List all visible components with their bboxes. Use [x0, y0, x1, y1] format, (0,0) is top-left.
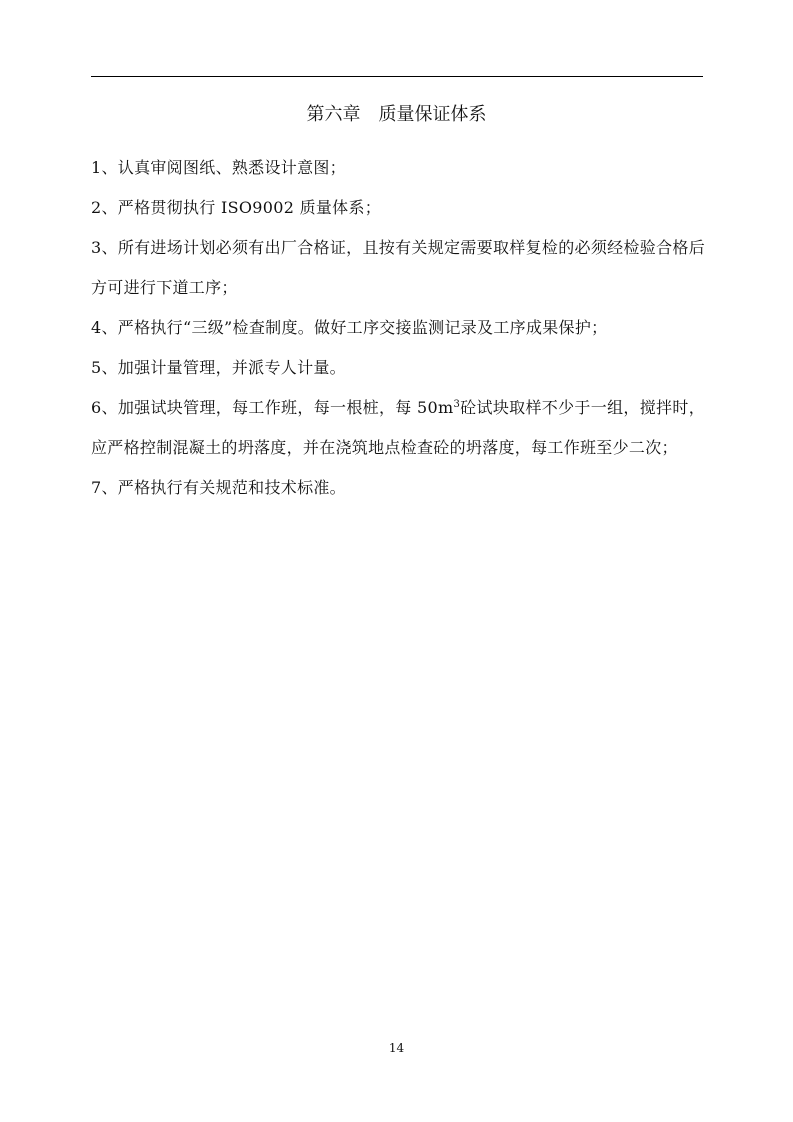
- item-text: 认真审阅图纸、熟悉设计意图；: [117, 158, 346, 177]
- item-number: 2、: [91, 198, 118, 217]
- item-text: 严格执行有关规范和技术标准。: [117, 478, 346, 497]
- item-text: 严格执行“三级”检查制度。做好工序交接监测记录及工序成果保护；: [117, 318, 608, 337]
- item-text: 所有进场计划必须有出厂合格证，且按有关规定需要取样复检的必须经检验合格后方可进行下道工序；: [91, 238, 705, 297]
- item-number: 6、: [91, 398, 118, 417]
- list-item-3: [91, 228, 705, 308]
- superscript-exponent: 3: [453, 399, 461, 410]
- list-item-2: [91, 188, 705, 228]
- item-text: 加强计量管理，并派专人计量。: [117, 358, 346, 377]
- item-number: 5、: [91, 358, 118, 377]
- item-text-after-superscript: 砼试块取样不少于一组，搅拌时，应严格控制混凝土的坍落度，并在浇筑地点检查砼的坍落度，每工作班至少二次；: [91, 398, 705, 457]
- list-item-1: [91, 148, 705, 188]
- list-item-4: [91, 308, 705, 348]
- page-number: 14: [388, 1041, 405, 1055]
- chapter-title: 第六章 质量保证体系: [306, 104, 487, 125]
- item-text-before-superscript: 加强试块管理，每工作班，每一根桩，每 50m: [117, 398, 454, 417]
- item-text: 严格贯彻执行 ISO9002 质量体系；: [117, 198, 382, 217]
- document-body: [91, 148, 705, 508]
- list-item-6: [91, 388, 705, 468]
- item-number: 1、: [91, 158, 118, 177]
- item-number: 3、: [91, 238, 118, 257]
- list-item-7: [91, 468, 705, 508]
- item-number: 7、: [91, 478, 118, 497]
- item-number: 4、: [91, 318, 118, 337]
- header-rule: [91, 76, 703, 77]
- list-item-5: [91, 348, 705, 388]
